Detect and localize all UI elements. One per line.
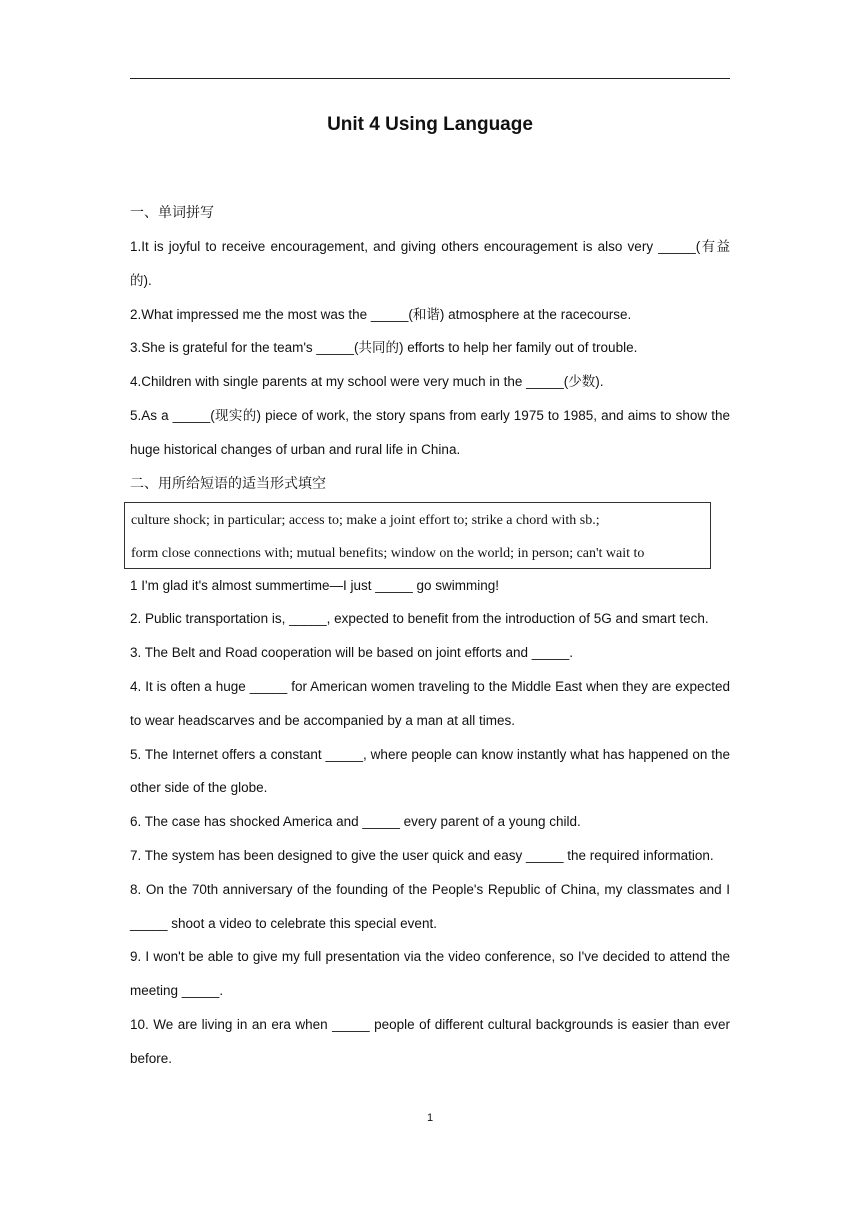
spelling-question: 1.It is joyful to receive encouragement, and giving others encouragement is also very _____(有益的). [130, 239, 730, 288]
fill-blank-question: 8. On the 70th anniversary of the founding of the People's Republic of China, my classmates and I _____ shoot a video to celebrate this special event. [130, 881, 730, 931]
phrase-bank-line: form close connections with; mutual benefits; window on the world; in person; can't wait to [131, 545, 645, 561]
fill-blank-question: 3. The Belt and Road cooperation will be based on joint efforts and _____. [130, 645, 574, 661]
fill-blank-question: 6. The case has shocked America and _____ every parent of a young child. [130, 814, 581, 830]
spelling-question: 3.She is grateful for the team's _____(共同的) efforts to help her family out of trouble. [130, 340, 638, 356]
spelling-question: 4.Children with single parents at my school were very much in the _____(少数). [130, 374, 604, 390]
page-number: 1 [426, 1112, 434, 1124]
fill-blank-question: 7. The system has been designed to give the user quick and easy _____ the required information. [130, 847, 714, 863]
fill-blank-question: 1 I'm glad it's almost summertime—I just _____ go swimming! [130, 577, 500, 593]
worksheet-content [130, 196, 730, 1076]
fill-blank-question: 2. Public transportation is, _____, expected to benefit from the introduction of 5G and smart tech. [130, 611, 709, 627]
spelling-question: 5.As a _____(现实的) piece of work, the story spans from early 1975 to 1985, and aims to show the huge historical changes of urban and rural life in China. [130, 407, 730, 457]
fill-blank-question: 4. It is often a huge _____ for American women traveling to the Middle East when they are expected to wear headscarves and be accompanied by a man at all times. [130, 678, 730, 728]
phrase-bank-line: culture shock; in particular; access to; make a joint effort to; strike a chord with sb.; [131, 512, 600, 528]
phrase-bank-box [124, 502, 711, 569]
fill-blank-question: 5. The Internet offers a constant _____, where people can know instantly what has happened on the other side of the globe. [130, 746, 730, 796]
section1-heading: 一、单词拼写 [130, 205, 214, 221]
header-rule [130, 78, 730, 79]
fill-blank-question: 10. We are living in an era when _____ people of different cultural backgrounds is easier than ever before. [130, 1016, 730, 1066]
fill-blank-question: 9. I won't be able to give my full presentation via the video conference, so I've decided to attend the meeting _____. [130, 949, 730, 999]
section2-heading: 二、用所给短语的适当形式填空 [130, 475, 326, 492]
page-title: Unit 4 Using Language [327, 114, 533, 135]
spelling-question: 2.What impressed me the most was the _____(和谐) atmosphere at the racecourse. [130, 306, 632, 322]
